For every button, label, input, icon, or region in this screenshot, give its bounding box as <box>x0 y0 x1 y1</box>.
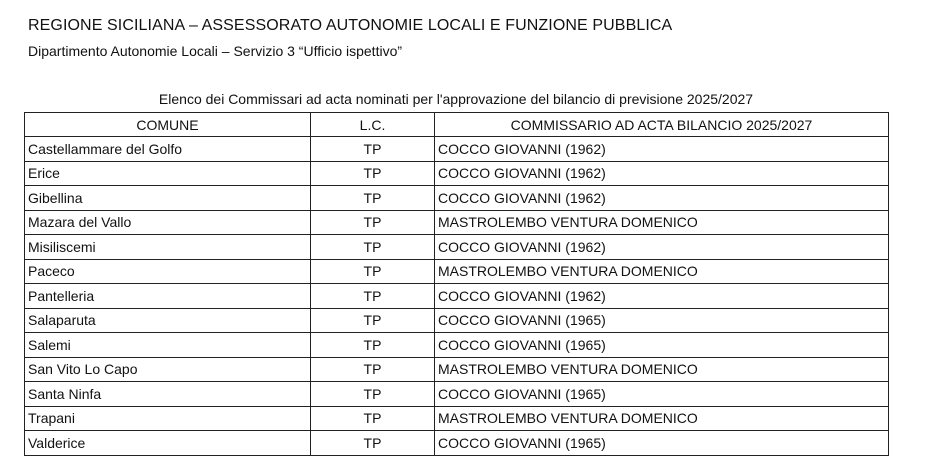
table-row <box>25 161 889 186</box>
cell-commissario: MASTROLEMBO VENTURA DOMENICO <box>435 259 889 284</box>
cell-lc: TP <box>311 357 435 382</box>
cell-commissario: MASTROLEMBO VENTURA DOMENICO <box>435 210 889 235</box>
cell-comune: Erice <box>25 161 311 186</box>
cell-lc: TP <box>311 284 435 309</box>
cell-comune: Paceco <box>25 259 311 284</box>
table-row <box>25 308 889 333</box>
document-title: REGIONE SICILIANA – ASSESSORATO AUTONOMIE LOCALI E FUNZIONE PUBBLICA <box>28 17 673 34</box>
table-row <box>25 333 889 358</box>
cell-lc: TP <box>311 186 435 211</box>
cell-comune: Castellammare del Golfo <box>25 137 311 162</box>
cell-commissario: COCCO GIOVANNI (1962) <box>435 137 889 162</box>
table-body <box>25 137 889 456</box>
cell-lc: TP <box>311 235 435 260</box>
column-header-lc: L.C. <box>311 113 435 137</box>
cell-comune: Misiliscemi <box>25 235 311 260</box>
cell-comune: Gibellina <box>25 186 311 211</box>
cell-lc: TP <box>311 210 435 235</box>
table-row <box>25 210 889 235</box>
table-row <box>25 357 889 382</box>
table-row <box>25 406 889 431</box>
cell-commissario: COCCO GIOVANNI (1965) <box>435 431 889 456</box>
table-row <box>25 235 889 260</box>
cell-comune: Mazara del Vallo <box>25 210 311 235</box>
column-header-comune: COMUNE <box>25 113 311 137</box>
document-subtitle: Dipartimento Autonomie Locali – Servizio 3 “Ufficio ispettivo” <box>28 43 403 59</box>
cell-comune: Salemi <box>25 333 311 358</box>
table-row <box>25 431 889 456</box>
cell-comune: Valderice <box>25 431 311 456</box>
commissioners-table <box>24 112 889 456</box>
cell-comune: Pantelleria <box>25 284 311 309</box>
cell-lc: TP <box>311 259 435 284</box>
cell-lc: TP <box>311 161 435 186</box>
cell-lc: TP <box>311 308 435 333</box>
table-caption: Elenco dei Commissari ad acta nominati per l'approvazione del bilancio di previsione 2025/2027 <box>158 91 754 107</box>
cell-commissario: MASTROLEMBO VENTURA DOMENICO <box>435 406 889 431</box>
cell-commissario: COCCO GIOVANNI (1965) <box>435 333 889 358</box>
cell-lc: TP <box>311 333 435 358</box>
table-row <box>25 186 889 211</box>
cell-comune: San Vito Lo Capo <box>25 357 311 382</box>
cell-comune: Santa Ninfa <box>25 382 311 407</box>
cell-commissario: COCCO GIOVANNI (1962) <box>435 235 889 260</box>
cell-lc: TP <box>311 382 435 407</box>
cell-commissario: COCCO GIOVANNI (1965) <box>435 308 889 333</box>
cell-comune: Salaparuta <box>25 308 311 333</box>
table-row <box>25 259 889 284</box>
cell-commissario: COCCO GIOVANNI (1962) <box>435 284 889 309</box>
cell-lc: TP <box>311 137 435 162</box>
table-header-row <box>25 113 889 137</box>
cell-lc: TP <box>311 406 435 431</box>
cell-commissario: COCCO GIOVANNI (1962) <box>435 161 889 186</box>
table-row <box>25 284 889 309</box>
cell-commissario: COCCO GIOVANNI (1962) <box>435 186 889 211</box>
cell-lc: TP <box>311 431 435 456</box>
cell-commissario: MASTROLEMBO VENTURA DOMENICO <box>435 357 889 382</box>
cell-comune: Trapani <box>25 406 311 431</box>
table-row <box>25 137 889 162</box>
table-row <box>25 382 889 407</box>
cell-commissario: COCCO GIOVANNI (1965) <box>435 382 889 407</box>
column-header-commissario: COMMISSARIO AD ACTA BILANCIO 2025/2027 <box>435 113 889 137</box>
